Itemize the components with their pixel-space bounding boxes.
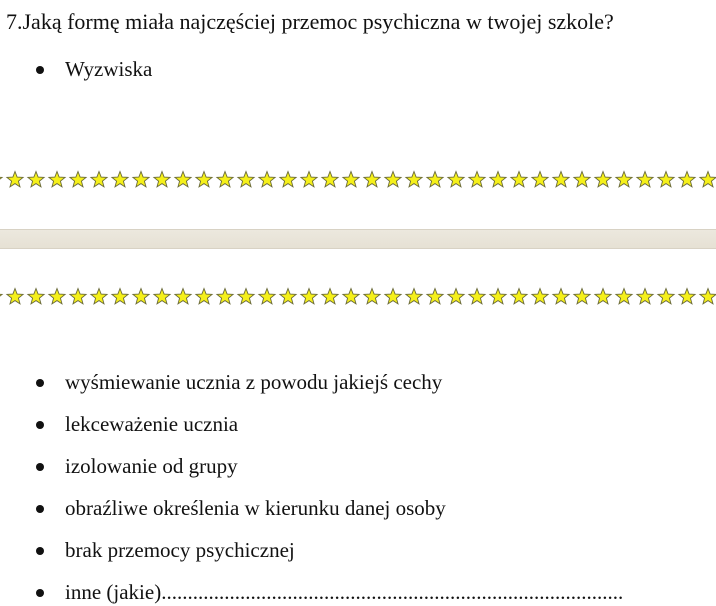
bullet-dot-icon xyxy=(36,505,44,513)
star-icon xyxy=(700,289,716,304)
star-icon xyxy=(364,172,380,187)
bullet-dot-icon xyxy=(36,547,44,555)
star-icon xyxy=(385,289,401,304)
star-icon xyxy=(700,172,716,187)
star-icon xyxy=(658,289,674,304)
star-icon xyxy=(616,289,632,304)
star-icon xyxy=(532,172,548,187)
star-icon xyxy=(343,289,359,304)
star-icon xyxy=(217,289,233,304)
star-icon xyxy=(385,172,401,187)
star-icon xyxy=(175,289,191,304)
star-icon xyxy=(196,172,212,187)
star-icon xyxy=(259,172,275,187)
question-title: 7.Jaką formę miała najczęściej przemoc psychiczna w twojej szkole? xyxy=(6,9,614,34)
bullet-dot-icon xyxy=(36,421,44,429)
star-icon xyxy=(616,172,632,187)
star-icon xyxy=(280,289,296,304)
star-icon xyxy=(238,289,254,304)
star-row-icon xyxy=(0,287,716,307)
star-icon xyxy=(238,172,254,187)
star-icon xyxy=(406,172,422,187)
star-icon xyxy=(406,289,422,304)
star-icon xyxy=(574,289,590,304)
star-icon xyxy=(553,172,569,187)
star-icon xyxy=(7,289,23,304)
star-icon xyxy=(112,172,128,187)
star-icon xyxy=(154,289,170,304)
star-icon xyxy=(469,172,485,187)
star-row-icon xyxy=(0,170,716,190)
star-icon xyxy=(658,172,674,187)
star-icon xyxy=(49,289,65,304)
star-icon xyxy=(28,289,44,304)
bullet-dot-icon xyxy=(36,589,44,597)
bullet-dot-icon xyxy=(36,463,44,471)
star-icon xyxy=(532,289,548,304)
star-icon xyxy=(196,289,212,304)
star-icon xyxy=(70,172,86,187)
star-icon xyxy=(217,172,233,187)
star-icon xyxy=(427,172,443,187)
star-icon xyxy=(133,172,149,187)
star-icon xyxy=(469,289,485,304)
star-icon xyxy=(28,172,44,187)
star-icon xyxy=(553,289,569,304)
star-icon xyxy=(7,172,23,187)
star-icon xyxy=(679,289,695,304)
option-text: brak przemocy psychicznej xyxy=(65,538,295,562)
star-icon xyxy=(301,172,317,187)
star-icon xyxy=(49,172,65,187)
star-icon xyxy=(490,289,506,304)
star-icon xyxy=(322,172,338,187)
separator-bar xyxy=(0,229,716,249)
star-icon xyxy=(154,172,170,187)
star-icon xyxy=(0,172,2,187)
bullet-dot-icon xyxy=(36,66,44,74)
option-text: obraźliwe określenia w kierunku danej osoby xyxy=(65,496,446,520)
star-icon xyxy=(343,172,359,187)
star-icon xyxy=(364,289,380,304)
star-icon xyxy=(0,289,2,304)
star-icon xyxy=(574,172,590,187)
star-icon xyxy=(259,289,275,304)
star-border-top xyxy=(0,170,716,190)
star-icon xyxy=(91,172,107,187)
star-icon xyxy=(70,289,86,304)
star-icon xyxy=(133,289,149,304)
star-icon xyxy=(595,289,611,304)
bullet-dot-icon xyxy=(36,379,44,387)
option-text: izolowanie od grupy xyxy=(65,454,238,478)
star-icon xyxy=(175,172,191,187)
star-icon xyxy=(322,289,338,304)
star-icon xyxy=(637,172,653,187)
star-icon xyxy=(112,289,128,304)
star-icon xyxy=(427,289,443,304)
option-text: lekceważenie ucznia xyxy=(65,412,239,436)
star-border-bottom xyxy=(0,287,716,307)
star-icon xyxy=(679,172,695,187)
option-text: wyśmiewanie ucznia z powodu jakiejś cechy xyxy=(65,370,443,394)
star-icon xyxy=(637,289,653,304)
star-icon xyxy=(448,289,464,304)
star-icon xyxy=(595,172,611,187)
star-icon xyxy=(490,172,506,187)
answer-text: Wyzwiska xyxy=(65,57,153,81)
star-icon xyxy=(91,289,107,304)
star-icon xyxy=(511,172,527,187)
star-icon xyxy=(511,289,527,304)
star-icon xyxy=(280,172,296,187)
option-text: inne (jakie)........................................................................................ xyxy=(65,580,624,604)
star-icon xyxy=(448,172,464,187)
star-icon xyxy=(301,289,317,304)
